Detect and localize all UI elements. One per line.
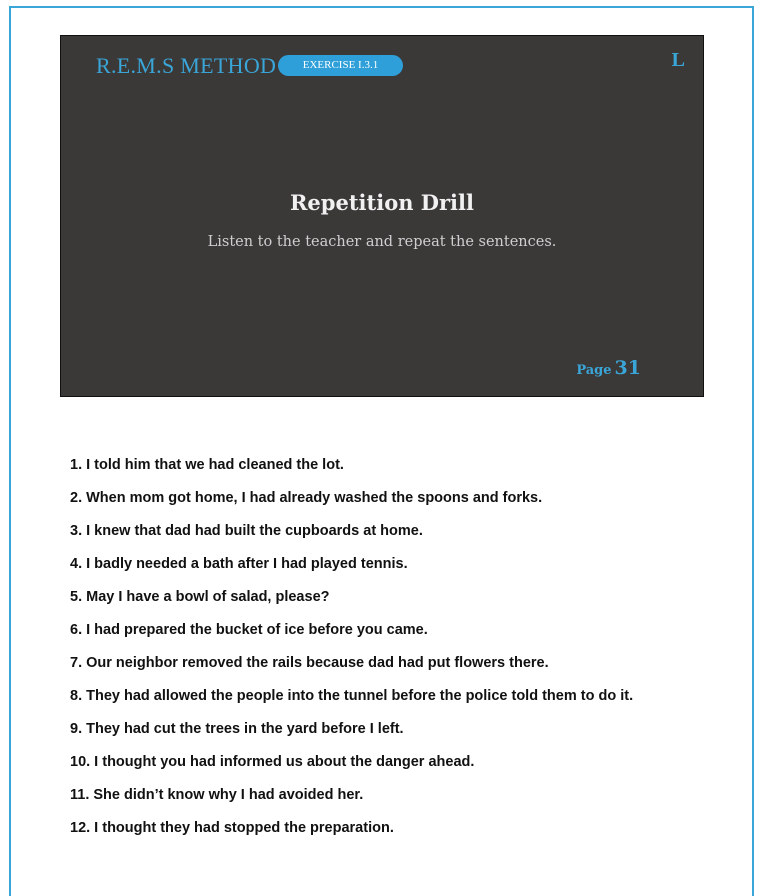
sentence-item: 9. They had cut the trees in the yard before I left. [70,721,404,737]
sentence-item: 3. I knew that dad had built the cupboards at home. [70,523,423,539]
slide-title: Repetition Drill [289,190,474,215]
sentence-item: 8. They had allowed the people into the tunnel before the police told them to do it. [70,688,634,704]
level-indicator: L [671,49,685,71]
sentence-item: 12. I thought they had stopped the preparation. [70,820,394,836]
sentence-list [70,455,692,851]
sentence-item: 7. Our neighbor removed the rails because dad had put flowers there. [70,655,549,671]
sentence-item: 4. I badly needed a bath after I had played tennis. [70,556,408,572]
sentence-item: 1. I told him that we had cleaned the lot. [70,457,344,473]
page-number: 31 [614,357,641,379]
brand-title: R.E.M.S METHOD [96,53,277,78]
slide-instruction: Listen to the teacher and repeat the sentences. [207,234,557,250]
lesson-slide [60,35,704,397]
page-indicator [576,357,641,379]
exercise-badge: EXERCISE I.3.1 [278,55,403,76]
page-label: Page [576,363,612,378]
sentence-item: 2. When mom got home, I had already washed the spoons and forks. [70,490,543,506]
sentence-item: 11. She didn’t know why I had avoided her. [70,787,364,803]
sentence-item: 5. May I have a bowl of salad, please? [70,589,330,605]
sentence-item: 10. I thought you had informed us about the danger ahead. [70,754,475,770]
sentence-item: 6. I had prepared the bucket of ice before you came. [70,622,428,638]
